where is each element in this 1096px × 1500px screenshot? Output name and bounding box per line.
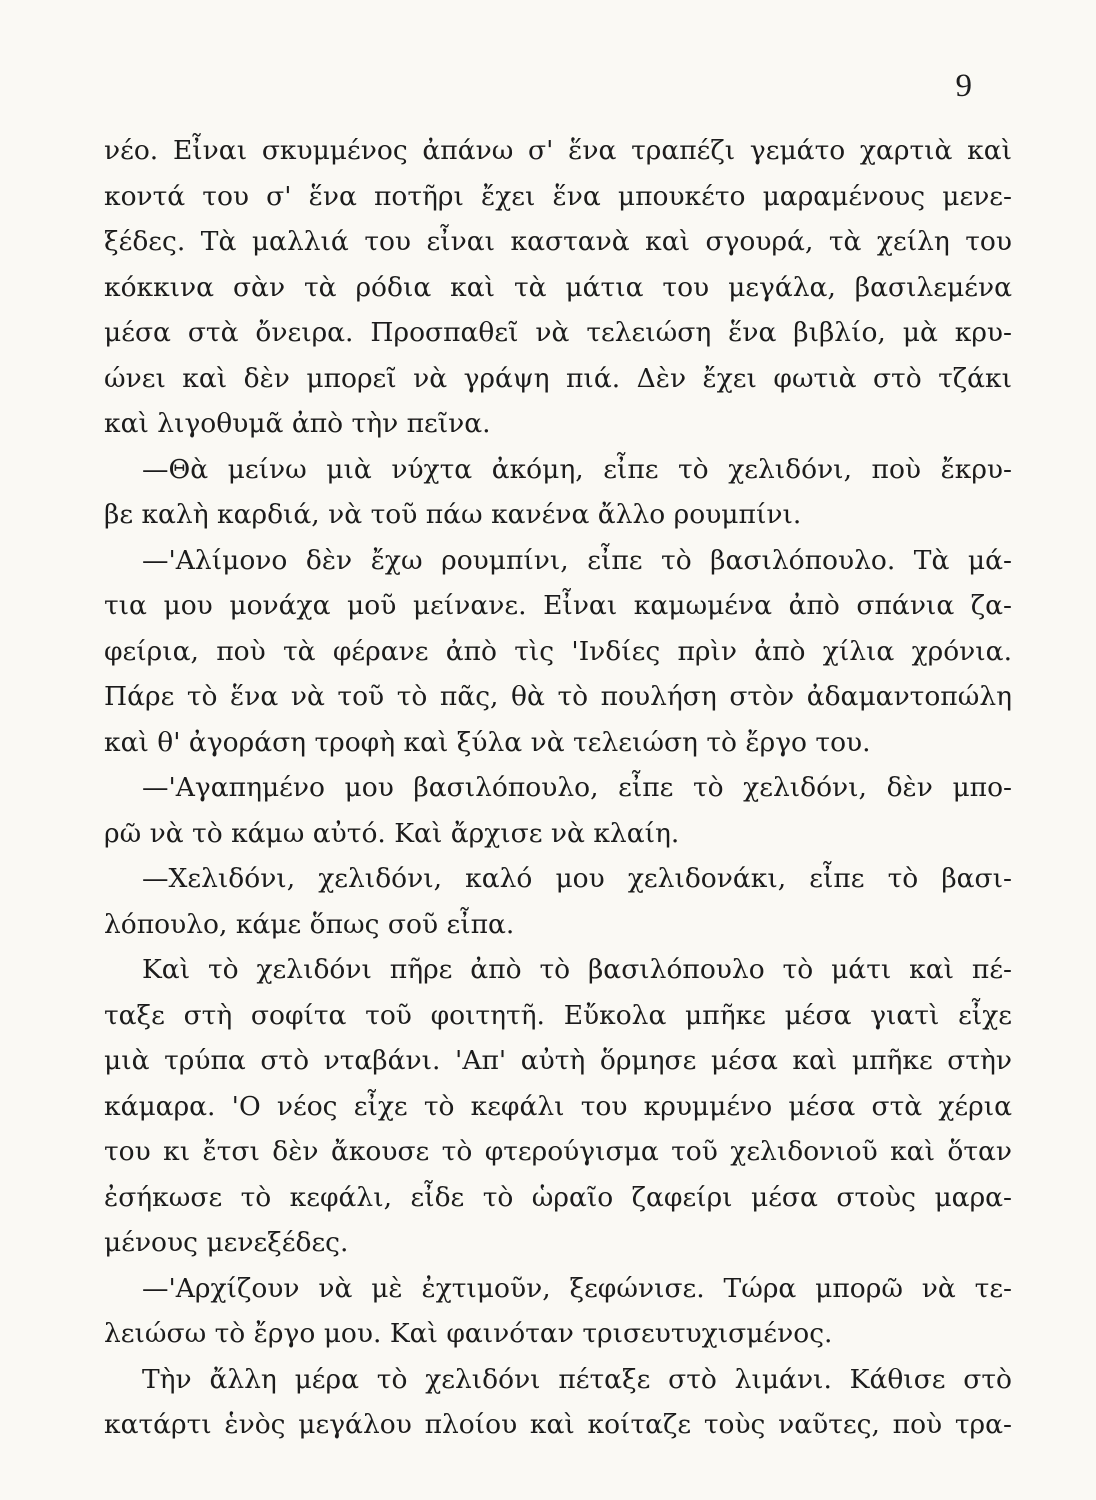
text-line: κόκκινα σὰν τὰ ρόδια καὶ τὰ μάτια του μεγάλα, βασιλεμένα xyxy=(104,271,1012,303)
text-line: κοντά του σ' ἕνα ποτῆρι ἔχει ἕνα μπουκέτο μαραμένους μενε- xyxy=(104,180,1012,212)
text-line: ρῶ νὰ τὸ κάμω αὐτό. Καὶ ἄρχισε νὰ κλαίη. xyxy=(104,817,680,849)
text-line: βε καλὴ καρδιά, νὰ τοῦ πάω κανένα ἄλλο ρουμπίνι. xyxy=(104,499,802,530)
text-line: Πάρε τὸ ἕνα νὰ τοῦ τὸ πᾶς, θὰ τὸ πουλήση στὸν ἀδαμαντοπώλη xyxy=(104,681,1012,712)
page-number: 9 xyxy=(955,68,972,104)
text-line: ἐσήκωσε τὸ κεφάλι, εἶδε τὸ ὡραῖο ζαφείρι μέσα στοὺς μαρα- xyxy=(104,1181,1012,1213)
text-line: ταξε στὴ σοφίτα τοῦ φοιτητῆ. Εὔκολα μπῆκε μέσα γιατὶ εἶχε xyxy=(104,999,1012,1031)
text-line: ώνει καὶ δὲν μπορεῖ νὰ γράψη πιά. Δὲν ἔχει φωτιὰ στὸ τζάκι xyxy=(104,362,1012,394)
text-line: μέσα στὰ ὄνειρα. Προσπαθεῖ νὰ τελειώση ἕνα βιβλίο, μὰ κρυ- xyxy=(104,317,1012,348)
text-line: Καὶ τὸ χελιδόνι πῆρε ἀπὸ τὸ βασιλόπουλο τὸ μάτι καὶ πέ- xyxy=(142,954,1012,985)
text-line: κάμαρα. 'Ο νέος εἶχε τὸ κεφάλι του κρυμμένο μέσα στὰ χέρια xyxy=(104,1090,1012,1122)
text-line: καὶ θ' ἀγοράση τροφὴ καὶ ξύλα νὰ τελειώση τὸ ἔργο του. xyxy=(104,726,871,758)
text-line: —'Αρχίζουν νὰ μὲ ἐχτιμοῦν, ξεφώνισε. Τώρα μπορῶ νὰ τε- xyxy=(142,1272,1012,1304)
text-line: μιὰ τρύπα στὸ νταβάνι. 'Απ' αὐτὴ ὅρμησε μέσα καὶ μπῆκε στὴν xyxy=(104,1045,1012,1076)
text-line: —'Αγαπημένο μου βασιλόπουλο, εἶπε τὸ χελιδόνι, δὲν μπο- xyxy=(142,772,1012,803)
text-line: —Θὰ μείνω μιὰ νύχτα ἀκόμη, εἶπε τὸ χελιδόνι, ποὺ ἔκρυ- xyxy=(142,453,1012,485)
text-line: κατάρτι ἑνὸς μεγάλου πλοίου καὶ κοίταζε τοὺς ναῦτες, ποὺ τρα- xyxy=(104,1409,1012,1440)
text-line: τια μου μονάχα μοῦ μείνανε. Εἶναι καμωμένα ἀπὸ σπάνια ζα- xyxy=(104,590,1012,621)
body-text xyxy=(104,128,1012,1448)
text-line: καὶ λιγοθυμᾶ ἀπὸ τὴν πεῖνα. xyxy=(104,408,491,439)
text-line: του κι ἔτσι δὲν ἄκουσε τὸ φτερούγισμα τοῦ χελιδονιοῦ καὶ ὅταν xyxy=(104,1136,1012,1167)
text-line: φείρια, ποὺ τὰ φέρανε ἀπὸ τὶς 'Ινδίες πρὶν ἀπὸ χίλια χρόνια. xyxy=(104,635,1012,667)
text-line: ξέδες. Τὰ μαλλιά του εἶναι καστανὰ καὶ σγουρά, τὰ χείλη του xyxy=(104,226,1012,257)
text-line: Τὴν ἄλλη μέρα τὸ χελιδόνι πέταξε στὸ λιμάνι. Κάθισε στὸ xyxy=(142,1363,1012,1395)
text-line: λειώσω τὸ ἔργο μου. Καὶ φαινόταν τρισευτυχισμένος. xyxy=(104,1318,833,1349)
text-line: νέο. Εἶναι σκυμμένος ἀπάνω σ' ἕνα τραπέζι γεμάτο χαρτιὰ καὶ xyxy=(104,135,1012,166)
text-line: —Χελιδόνι, χελιδόνι, καλό μου χελιδονάκι, εἶπε τὸ βασι- xyxy=(142,863,1012,894)
text-line: —'Αλίμονο δὲν ἔχω ρουμπίνι, εἶπε τὸ βασιλόπουλο. Τὰ μά- xyxy=(142,544,1012,576)
text-line: λόπουλο, κάμε ὅπως σοῦ εἶπα. xyxy=(104,908,515,940)
text-line: μένους μενεξέδες. xyxy=(104,1227,349,1258)
